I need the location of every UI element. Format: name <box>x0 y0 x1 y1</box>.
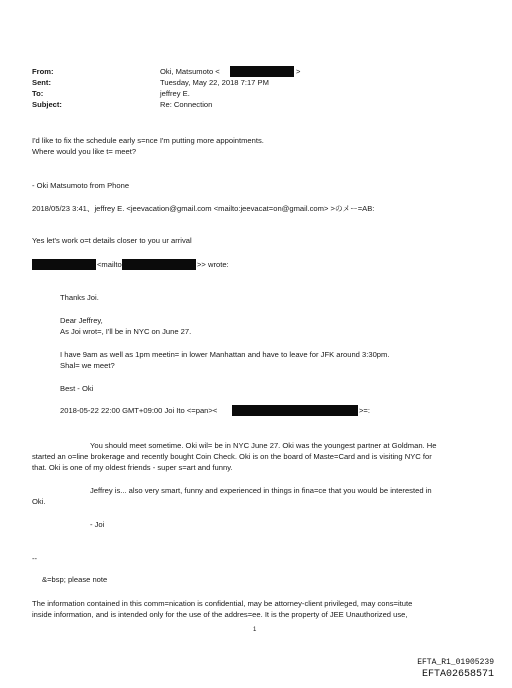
redaction-box <box>32 259 96 270</box>
doc-id-stamp-2: EFTA02658571 <box>421 669 494 680</box>
confidentiality-line-1: The information contained in this comm=nication is confidential, may be attorney-client privileged, may cons=itute <box>32 599 413 608</box>
redaction-box <box>232 405 358 416</box>
redaction-box <box>230 66 294 77</box>
thanks-line: Thanks Joi. <box>60 293 99 302</box>
para2-line-1: Jeffrey is... also very smart, funny and experienced in things in fina=ce that you would be interested in <box>90 486 432 495</box>
quote-header: 2018/05/23 3:41、jeffrey E. <jeevacation@gmail.com <mailto:jeevacat=on@gmail.com> >のメー=AB: <box>32 204 375 213</box>
from-label: From: <box>32 67 54 76</box>
double-dash: -- <box>32 554 38 563</box>
sent-label: Sent: <box>32 78 51 87</box>
redaction-box <box>122 259 196 270</box>
joi-quote-suffix: >=: <box>359 406 370 415</box>
to-value: jeffrey E. <box>160 89 190 98</box>
para2-line-2: Oki. <box>32 497 46 506</box>
body-line-1: I'd like to fix the schedule early s=nce I'm putting more appointments. <box>32 136 264 145</box>
shall-meet-line: Shal= we meet? <box>60 361 115 370</box>
dear-line: Dear Jeffrey, <box>60 316 103 325</box>
body-line-2: Where would you like t= meet? <box>32 147 137 156</box>
para1-line-1: You should meet sometime. Oki wil= be in NYC June 27. Oki was the youngest partner at Goldman. He <box>90 441 437 450</box>
joi-signature: - Joi <box>90 520 105 529</box>
para1-line-2: started an o=line brokerage and recently bought Coin Check. Oki is on the board of Maste=Card and is visiting NYC for <box>32 452 432 461</box>
subject-label: Subject: <box>32 100 62 109</box>
mailto-prefix: <mailto <box>97 260 122 269</box>
wrote-suffix: >> wrote: <box>197 260 229 269</box>
subject-value: Re: Connection <box>160 100 213 109</box>
please-note-line: &=bsp; please note <box>42 575 108 584</box>
joi-quote-header: 2018-05-22 22:00 GMT+09:00 Joi Ito <=pan>< <box>60 406 218 415</box>
para1-line-3: that. Oki is one of my oldest friends - super s=art and funny. <box>32 463 233 472</box>
confidentiality-line-2: inside information, and is intended only for the use of the addres=ee. It is the property of JEE Unauthorized use, <box>32 610 408 619</box>
to-label: To: <box>32 89 44 98</box>
from-value: Oki, Matsumoto < <box>160 67 220 76</box>
meeting-line: I have 9am as well as 1pm meetin= in lower Manhattan and have to leave for JFK around 3:30pm. <box>60 350 390 359</box>
reply-line: Yes let's work o=t details closer to you ur arrival <box>32 236 192 245</box>
doc-id-stamp-1: EFTA_R1_01905239 <box>417 658 494 667</box>
sent-value: Tuesday, May 22, 2018 7:17 PM <box>160 78 269 87</box>
phone-signature: - Oki Matsumoto from Phone <box>32 181 130 190</box>
best-line: Best - Oki <box>60 384 94 393</box>
page-number: 1 <box>253 627 257 633</box>
as-joi-line: As Joi wrot=, I'll be in NYC on June 27. <box>60 327 192 336</box>
from-close: > <box>296 67 301 76</box>
